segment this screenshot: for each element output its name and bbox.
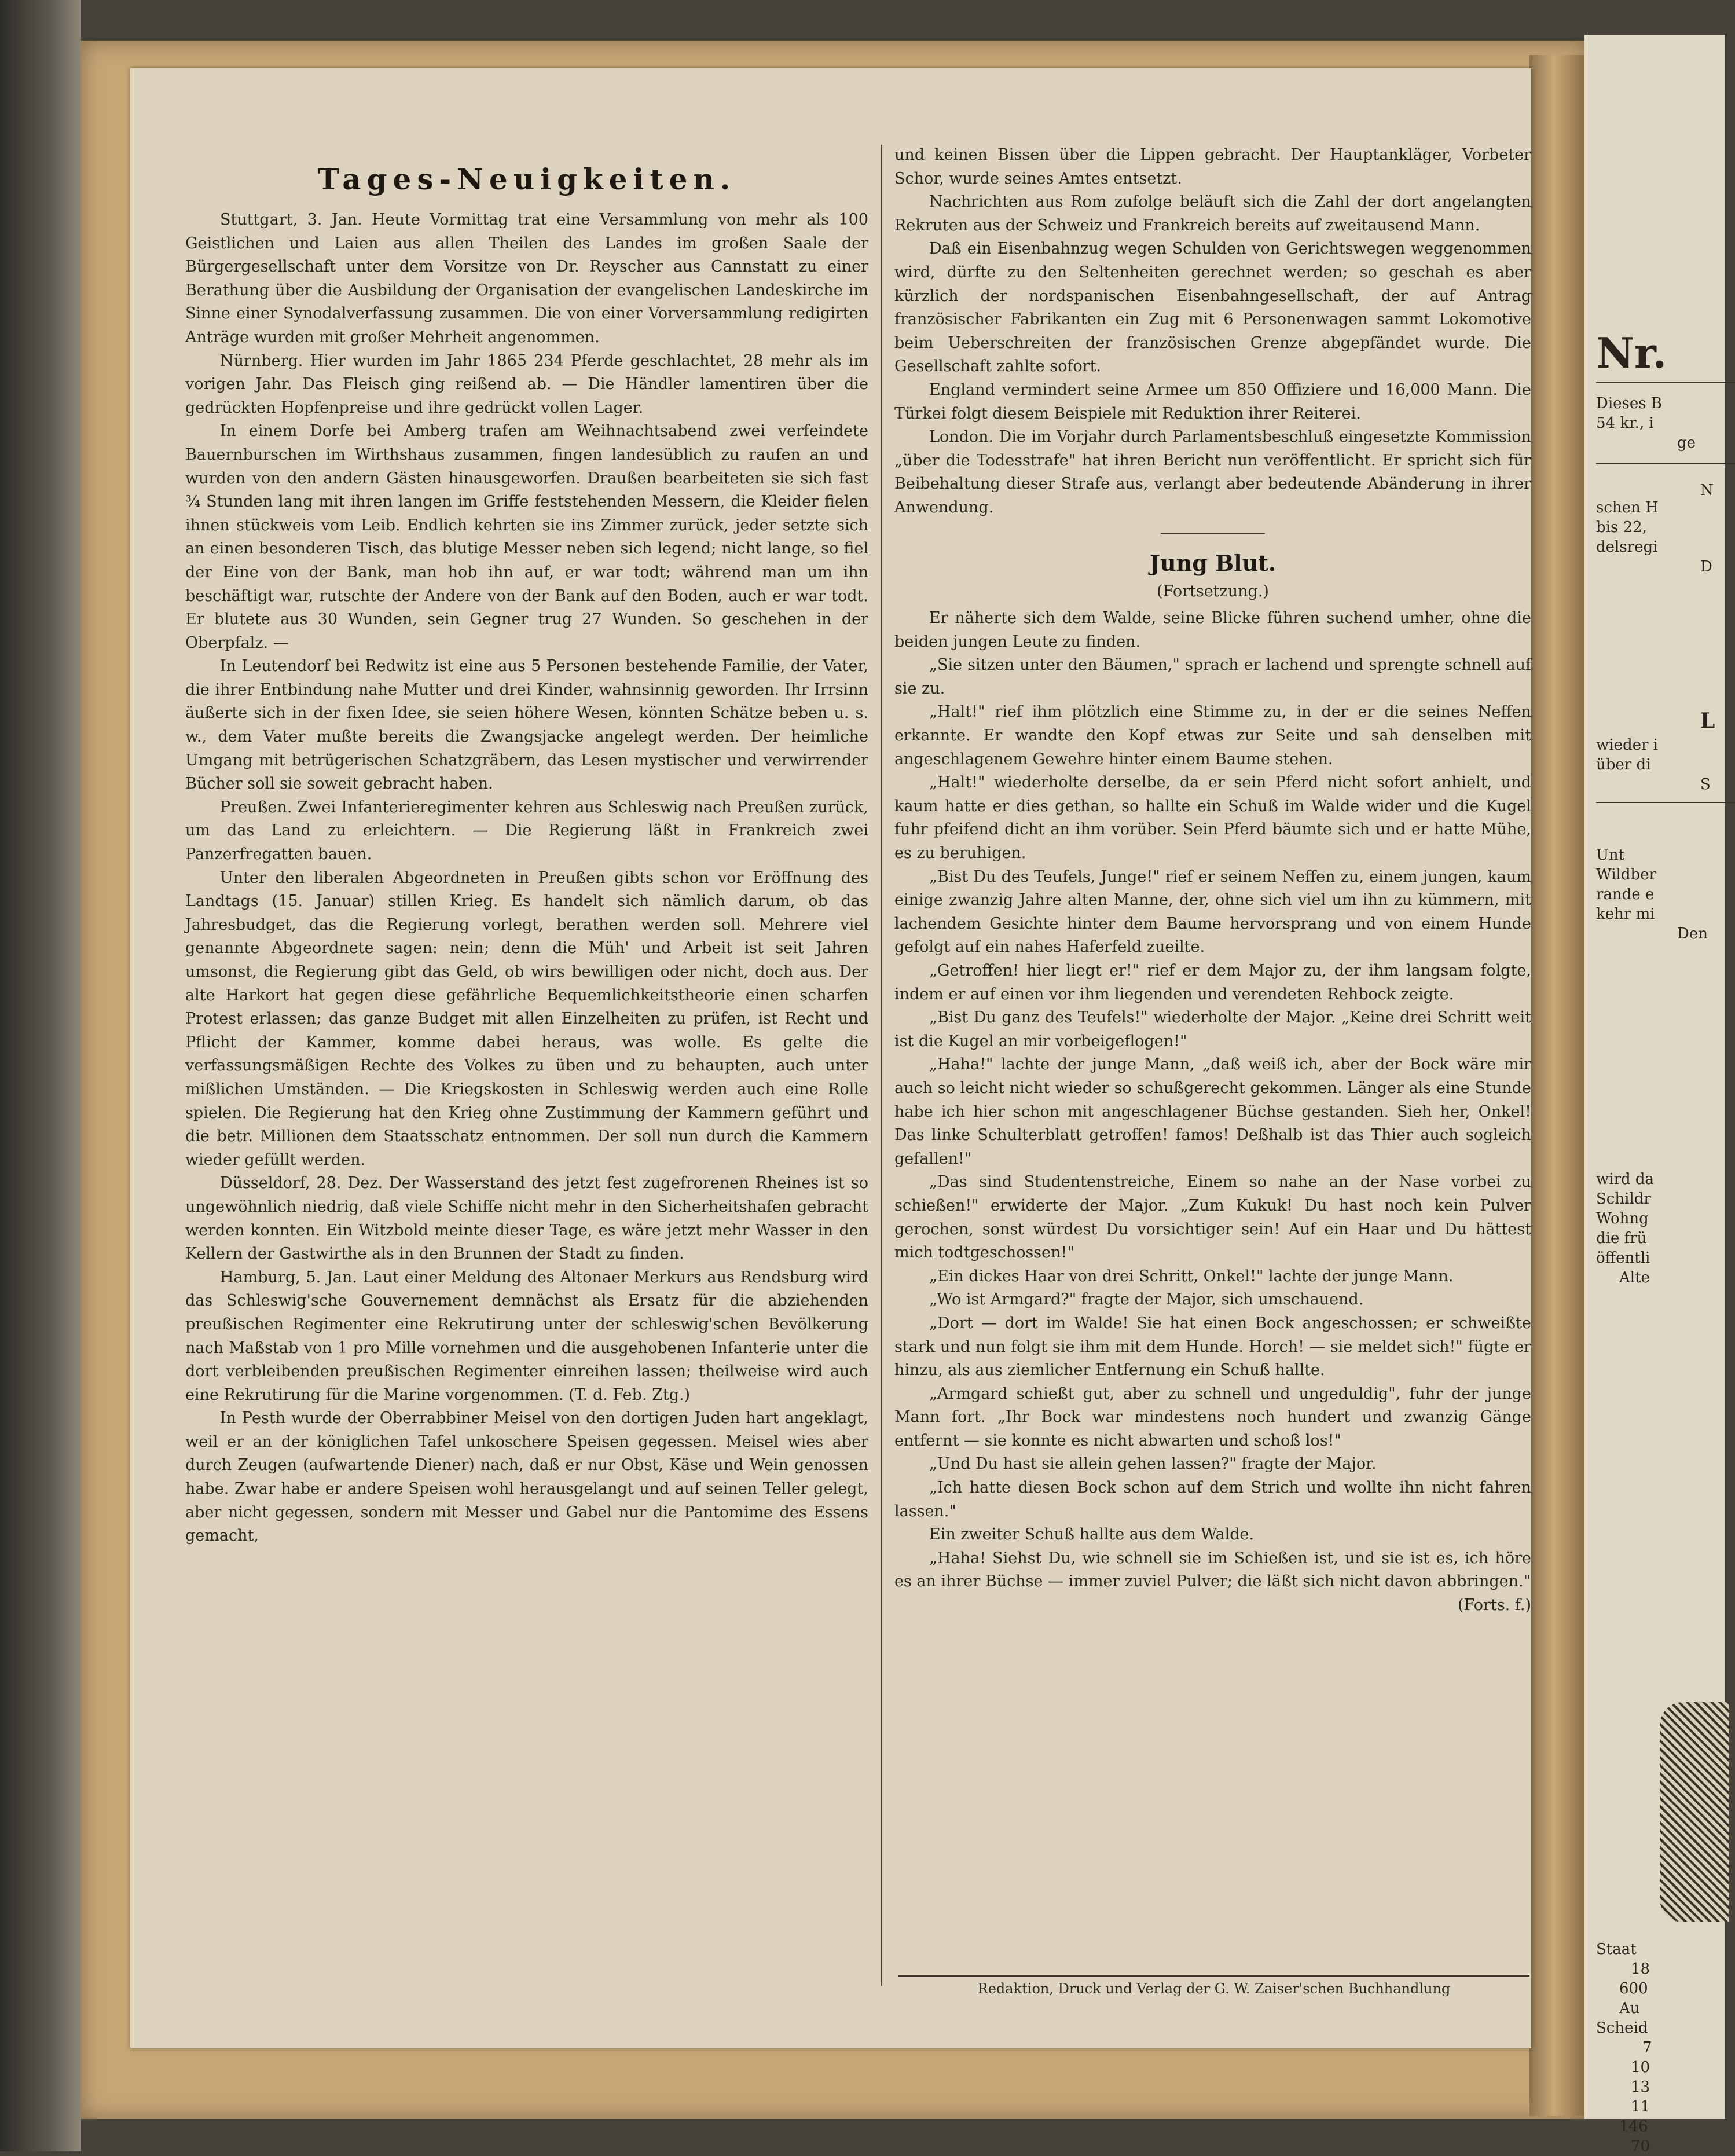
adjacent-line: Wohng <box>1596 1210 1649 1227</box>
story-paragraph: „Dort — dort im Walde! Sie hat einen Bock angeschossen; er schweißte stark und nun folgt sie ihm mit dem Hunde. Horch! — sie meldet sich!" fügte er hinzu, als aus ziemlicher Entfernung ein Schuß hallte. <box>894 1314 1531 1380</box>
adjacent-page-rule <box>1596 802 1735 803</box>
adjacent-page-engraving <box>1660 1702 1729 1922</box>
adjacent-page-rule <box>1596 463 1735 464</box>
adjacent-line: Scheid <box>1596 2019 1648 2037</box>
story-paragraph: „Ein dickes Haar von drei Schritt, Onkel!" lachte der junge Mann. <box>929 1267 1454 1285</box>
adjacent-line: schen H <box>1596 499 1659 516</box>
story-paragraph: „Haha!" lachte der junge Mann, „daß weiß ich, aber der Bock wäre mir auch so leicht nicht wieder so schußgerecht gekommen. Länger als eine Stunde habe ich hier schon mit angeschlagener Büchse gestanden. Sieh her, Onkel! Das linke Schulterblatt getroffen! famos! Deßhalb ist das Thier auch sogleich gefallen!" <box>894 1055 1531 1168</box>
story-continued-note: (Forts. f.) <box>1458 1596 1531 1615</box>
article-rom: Nachrichten aus Rom zufolge beläuft sich die Zahl der dort angelangten Rekruten aus der Schweiz und Frankreich bereits auf zweitausend Mann. <box>894 193 1531 234</box>
article-leutendorf: In Leutendorf bei Redwitz ist eine aus 5 Personen bestehende Familie, der Vater, die ihrer Entbindung nahe Mutter und drei Kinder, wahnsinnig geworden. Ihr Irrsinn äußerte sich in der fixen Idee, sie seien höhere Wesen, könnten Schätze beben u. s. w., dem Vater mußte bereits die Zwangsjacke angelegt werden. Der heimliche Umgang mit betrügerischen Schatzgräbern, das Lesen mystischer und verwirrender Bücher soll sie soweit gebracht haben. <box>185 657 868 793</box>
adjacent-line: bis 22, <box>1596 519 1647 536</box>
adjacent-line: Au <box>1619 2000 1640 2017</box>
article-stuttgart: Stuttgart, 3. Jan. Heute Vormittag trat eine Versammlung von mehr als 100 Geistlichen und Laien aus allen Theilen des Landes im großen Saale der Bürgergesellschaft unter dem Vorsitze von Dr. Reyscher aus Cannstatt zu einer Berathung über die Ausbildung der Organisation der evangelischen Landeskirche im Sinne einer Synodalverfassung zusammen. Die von einer Vorversammlung redigirten Anträge wurden mit großer Mehrheit angenommen. <box>185 211 868 346</box>
adjacent-line: 13 <box>1631 2078 1650 2096</box>
adjacent-page-rule <box>1596 382 1735 383</box>
adjacent-line: rande e <box>1596 886 1655 903</box>
story-paragraph: „Das sind Studentenstreiche, Einem so nahe an der Nase vorbei zu schießen!" erwiderte der Major. „Zum Kukuk! Du hast noch kein Pulver gerochen, sonst würdest Du vorsichtiger sein! Auf ein Haar und Du hättest mich todtgeschossen!" <box>894 1173 1531 1262</box>
article-abgeordnete: Unter den liberalen Abgeordneten in Preußen gibts schon vor Eröffnung des Landtags (15. Januar) stillen Krieg. Es handelt sich nämlich darum, ob das Jahresbudget, das die Regierung vorlegt, berathen werden soll. Mehrere viel genannte Abgeordnete sagen: nein; denn die Müh' und Arbeit ist seit Jahren umsonst, die Regierung gibt das Geld, ob wirs bewilligen oder nicht, doch aus. Der alte Harkort hat gegen diese gefährliche Bequemlichkeitstheorie einen scharfen Protest erlassen; das ganze Budget mit allen Einzelheiten zu prüfen, ist Recht und Pflicht der Kammer, komme dabei heraus, was wolle. Es gelte die verfassungsmäßigen Rechte des Volkes zu üben und zu behaupten, auch unter mißlichen Umständen. — Die Kriegskosten in Schleswig werden auch eine Rolle spielen. Die Regierung hat den Krieg ohne Zustimmung der Kammern geführt und die betr. Millionen dem Staatsschatz entnommen. Der soll nun durch die Kammern wieder gefüllt werden. <box>185 868 868 1169</box>
adjacent-line: N <box>1700 482 1714 499</box>
story-separator-rule <box>1161 533 1265 534</box>
adjacent-line: 146 <box>1619 2118 1648 2135</box>
adjacent-line: Schildr <box>1596 1190 1651 1208</box>
adjacent-line: 7 <box>1642 2039 1652 2056</box>
adjacent-line: ge <box>1677 434 1696 452</box>
story-paragraph: „Haha! Siehst Du, wie schnell sie im Schießen ist, und sie ist es, ich höre es an ihrer Büchse — immer zuviel Pulver; die läßt sich nicht davon abbringen." <box>894 1549 1531 1591</box>
imprint: Redaktion, Druck und Verlag der G. W. Zaiser'schen Buchhandlung <box>977 1981 1451 1997</box>
adjacent-line: delsregi <box>1596 538 1658 556</box>
article-pesth-continued: und keinen Bissen über die Lippen gebracht. Der Hauptankläger, Vorbeter Schor, wurde seines Amtes entsetzt. <box>894 146 1531 188</box>
adjacent-line: 70 <box>1631 2137 1650 2155</box>
adjacent-line: D <box>1700 558 1712 575</box>
adjacent-line: die frü <box>1596 1230 1647 1247</box>
column-left <box>185 98 868 1548</box>
adjacent-line: 11 <box>1631 2098 1650 2115</box>
story-subtitle: (Fortsetzung.) <box>1157 582 1269 600</box>
article-preussen: Preußen. Zwei Infanterieregimenter kehren aus Schleswig nach Preußen zurück, um das Land zu erleichtern. — Die Regierung läßt in Frankreich zwei Panzerfregatten bauen. <box>185 798 868 864</box>
adjacent-line: wird da <box>1596 1171 1655 1188</box>
article-nuernberg: Nürnberg. Hier wurden im Jahr 1865 234 Pferde geschlachtet, 28 mehr als im vorigen Jahr. Das Fleisch ging reißend ab. — Die Händler lamentiren über die gedrückten Hopfenpreise und ihre gedrückt vollen Lager. <box>185 351 868 417</box>
adjacent-line: öffentli <box>1596 1249 1650 1267</box>
section-heading: Tages-Neuigkeiten. <box>317 162 736 196</box>
adjacent-line: Unt <box>1596 846 1625 864</box>
adjacent-line: Wildber <box>1596 866 1656 883</box>
adjacent-page <box>1584 35 1725 2155</box>
story-paragraph: „Wo ist Armgard?" fragte der Major, sich umschauend. <box>929 1290 1364 1309</box>
column-right <box>894 144 1531 1618</box>
story-paragraph: „Halt!" rief ihm plötzlich eine Stimme zu, in der er die seines Neffen erkannte. Er wandte den Kopf etwas zur Seite und sah denselben mit angeschlagenem Gewehre hinter einem Baume stehen. <box>894 703 1531 768</box>
adjacent-line: S <box>1700 776 1711 793</box>
adjacent-line: Den <box>1677 925 1708 943</box>
book-spine <box>1529 55 1584 2116</box>
article-hamburg: Hamburg, 5. Jan. Laut einer Meldung des Altonaer Merkurs aus Rendsburg wird das Schleswig'sche Gouvernement demnächst als Ersatz für die abziehenden preußischen Regimenter eine Rekrutirung unter der schleswig'schen Bevölkerung nach Maßstab von 1 pro Mille vornehmen und die ausgehobenen Infanterie unter die dort verbleibenden preußischen Regimenter einreihen lassen; theilweise wird auch eine Rekrutirung für die Marine vorgenommen. (T. d. Feb. Ztg.) <box>185 1268 868 1404</box>
adjacent-line: Dieses B <box>1596 395 1662 412</box>
story-paragraph: „Und Du hast sie allein gehen lassen?" fragte der Major. <box>929 1455 1377 1473</box>
adjacent-line: 10 <box>1631 2059 1650 2076</box>
column-divider <box>881 145 882 1986</box>
article-duesseldorf: Düsseldorf, 28. Dez. Der Wasserstand des jetzt fest zugefrorenen Rheines ist so ungewöhnlich niedrig, daß viele Schiffe nicht mehr in den Sicherheitshafen gebracht werden konnten. Ein Witzbold meinte dieser Tage, es wäre jetzt mehr Wasser in den Kellern der Gastwirthe als in den Brunnen der Stadt zu finden. <box>185 1174 868 1263</box>
scan-left-margin <box>0 0 81 2151</box>
story-paragraph: „Bist Du ganz des Teufels!" wiederholte der Major. „Keine drei Schritt weit ist die Kugel an mir vorbeigeflogen!" <box>894 1009 1531 1050</box>
adjacent-line: Alte <box>1619 1269 1650 1286</box>
article-pesth: In Pesth wurde der Oberrabbiner Meisel von den dortigen Juden hart angeklagt, weil er an der königlichen Tafel unkoschere Speisen gegessen. Meisel wies aber durch Zeugen (aufwartende Diener) nach, daß er nur Obst, Käse und Wein genossen habe. Zwar habe er andere Speisen wohl herausgelangt und auf seinen Teller gelegt, aber nicht gegessen, sondern mit Messer und Gabel nur die Pantomime des Essens gemacht, <box>185 1409 868 1545</box>
adjacent-line: wieder i <box>1596 736 1658 754</box>
imprint-rule <box>898 1975 1529 1977</box>
article-england: England vermindert seine Armee um 850 Offiziere und 16,000 Mann. Die Türkei folgt diesem Beispiele mit Reduktion ihrer Reiterei. <box>894 380 1531 423</box>
article-eisenbahnzug: Daß ein Eisenbahnzug wegen Schulden von Gerichtswegen weggenommen wird, dürfte zu den Seltenheiten gerechnet werden; so geschah es aber kürzlich der nordspanischen Eisenbahngesellschaft, der auf Antrag französischer Fabrikanten ein Zug mit 6 Personenwagen sammt Lokomotive beim Ueberschreiten der französischen Grenze abgepfändet wurde. Die Gesellschaft zahlte sofort. <box>894 240 1531 376</box>
adjacent-line: Staat <box>1596 1941 1637 1958</box>
story-paragraph: „Ich hatte diesen Bock schon auf dem Strich und wollte ihn nicht fahren lassen." <box>894 1479 1531 1520</box>
story-paragraph: „Bist Du des Teufels, Junge!" rief er seinem Neffen zu, einem jungen, kaum einige zwanzig Jahre alten Manne, der, ohne sich viel um ihn zu kümmern, mit lachendem Gesichte hinter dem Baume hervorsprang und von einem Hunde gefolgt auf ein nahes Haferfeld zueilte. <box>894 867 1531 956</box>
adjacent-line: 600 <box>1619 1980 1648 1997</box>
adjacent-line: kehr mi <box>1596 905 1655 923</box>
story-title: Jung Blut. <box>1150 549 1276 576</box>
story-paragraph: „Getroffen! hier liegt er!" rief er dem Major zu, der ihm langsam folgte, indem er auf einen vor ihm liegenden und verendeten Rehbock zeigte. <box>894 962 1531 1003</box>
story-paragraph: Er näherte sich dem Walde, seine Blicke führen suchend umher, ohne die beiden jungen Leute zu finden. <box>894 609 1531 651</box>
adjacent-page-title: Nr. <box>1596 328 1667 377</box>
article-amberg: In einem Dorfe bei Amberg trafen am Weihnachtsabend zwei verfeindete Bauernburschen im Wirthshaus zusammen, fingen landesüblich zu raufen an und wurden von den andern Gästen hinausgeworfen. Draußen bearbeiteten sie sich fast ¾ Stunden lang mit ihren langen im Griffe feststehenden Messern, die Kleider fielen ihnen stückweis vom Leib. Endlich kehrten sie ins Zimmer zurück, jeder setzte sich an einen besonderen Tisch, das blutige Messer neben sich legend; nicht lange, so fiel der Eine von der Bank, man hob ihn auf, er war todt; während man um ihn beschäftigt war, rutschte der Andere von der Bank auf den Boden, auch er war todt. Er blutete aus 30 Wunden, sein Gegner trug 27 Wunden. So geschehen in der Oberpfalz. — <box>185 422 868 652</box>
adjacent-line: 54 kr., i <box>1596 415 1654 432</box>
story-paragraph: „Armgard schießt gut, aber zu schnell und ungeduldig", fuhr der junge Mann fort. „Ihr Bock war mindestens noch hundert und zwanzig Gänge entfernt — sie konnte es nicht abwarten und schoß los!" <box>894 1384 1531 1450</box>
adjacent-line: 18 <box>1631 1960 1650 1978</box>
story-paragraph: „Sie sitzen unter den Bäumen," sprach er lachend und sprengte schnell auf sie zu. <box>894 656 1531 698</box>
story-paragraph: „Halt!" wiederholte derselbe, da er sein Pferd nicht sofort anhielt, und kaum hatte er dies gethan, so hallte ein Schuß im Walde wider und die Kugel fuhr pfeifend dicht an ihm vorüber. Sein Pferd bäumte sich und er hatte Mühe, es zu beruhigen. <box>894 773 1531 863</box>
article-london: London. Die im Vorjahr durch Parlamentsbeschluß eingesetzte Kommission „über die Todesstrafe" hat ihren Bericht nun veröffentlicht. Er spricht sich für Beibehaltung dieser Strafe aus, verlangt aber bedeutende Abänderung in ihrer Anwendung. <box>894 428 1531 516</box>
story-paragraph: Ein zweiter Schuß hallte aus dem Walde. <box>929 1526 1255 1544</box>
adjacent-line: über di <box>1596 756 1651 773</box>
adjacent-line: L <box>1700 709 1715 733</box>
